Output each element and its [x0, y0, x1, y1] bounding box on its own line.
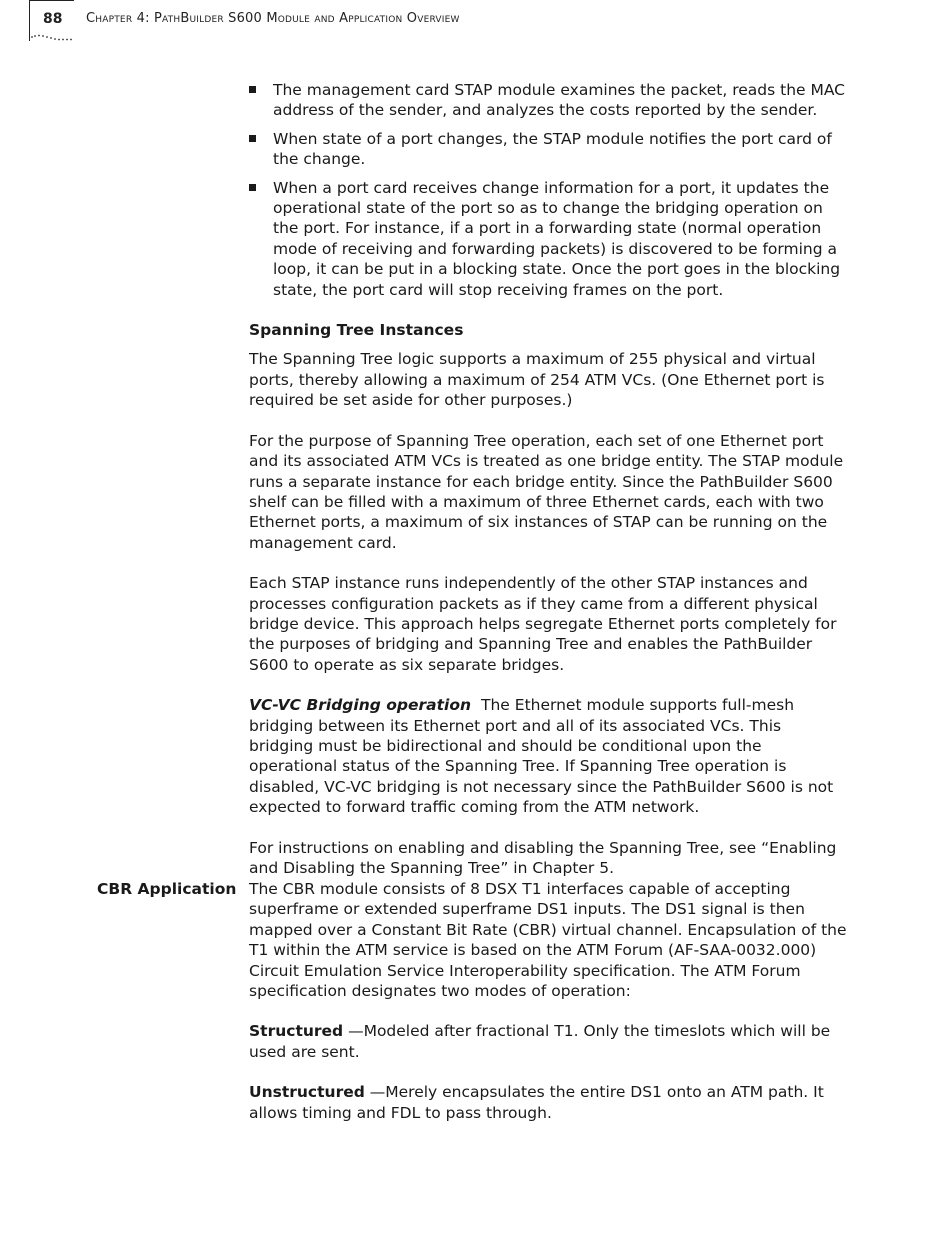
bullet-text: The management card STAP module examines the packet, reads the MAC address of the sender, and analyzes the costs reported by the sender.: [273, 81, 846, 120]
dotted-corner-decoration: [30, 34, 74, 44]
page-number: 88: [43, 11, 63, 27]
structured-term: Structured: [249, 1022, 344, 1041]
running-title: Chapter 4: PathBuilder S600 Module and Application Overview: [86, 11, 460, 26]
square-bullet-icon: [249, 86, 256, 93]
structured-text: —Modeled after fractional T1. Only the timeslots which will be used are sent.: [249, 1022, 831, 1061]
unstructured-paragraph: [249, 1082, 849, 1123]
square-bullet-icon: [249, 184, 256, 191]
bullet-list: [249, 80, 849, 300]
structured-paragraph: [249, 1021, 849, 1062]
vc-vc-paragraph: [249, 695, 849, 817]
cbr-application-heading: CBR Application: [97, 880, 237, 898]
list-item: [249, 80, 849, 121]
unstructured-text: —Merely encapsulates the entire DS1 onto an ATM path. It allows timing and FDL to pass through.: [249, 1083, 824, 1122]
paragraph: Each STAP instance runs independently of the other STAP instances and processes configuration packets as if they came from a different physical bridge device. This approach helps segregate Ethernet ports completely for the purposes of bridging and Spanning Tree and enables the PathBuilder S600 to operate as six separate bridges.: [249, 574, 837, 674]
list-item: [249, 129, 849, 170]
list-item: [249, 178, 849, 300]
page-header: [0, 0, 950, 48]
bullet-text: When a port card receives change information for a port, it updates the operational state of the port so as to change the bridging operation on the port. For instance, if a port in a forwarding state (normal operation mode of receiving and forwarding packets) is discovered to be forming a loop, it can be put in a blocking state. Once the port goes in the blocking state, the port card will stop receiving frames on the port.: [273, 178, 841, 299]
instructions-paragraph: For instructions on enabling and disabling the Spanning Tree, see “Enabling and Disabling the Spanning Tree” in Chapter 5.: [249, 838, 837, 877]
square-bullet-icon: [249, 135, 256, 142]
spanning-tree-heading: Spanning Tree Instances: [249, 321, 464, 340]
vc-vc-text: The Ethernet module supports full-mesh bridging between its Ethernet port and all of its associated VCs. This bridging must be bidirectional and should be conditional upon the operational status of the Spanning Tree. If Spanning Tree operation is disabled, VC-VC bridging is not necessary since the PathBuilder S600 is not expected to forward traffic coming from the ATM network.: [249, 696, 834, 817]
vc-vc-heading: VC-VC Bridging operation: [249, 696, 472, 715]
cbr-section: [249, 879, 849, 1143]
bullet-text: When state of a port changes, the STAP module notifies the port card of the change.: [273, 129, 832, 169]
paragraph: For the purpose of Spanning Tree operation, each set of one Ethernet port and its associated ATM VCs is treated as one bridge entity. The STAP module runs a separate instance for each bridge entity. Since the PathBuilder S600 shelf can be filled with a maximum of three Ethernet cards, each with two Ethernet ports, a maximum of six instances of STAP can be running on the management card.: [249, 431, 844, 552]
paragraph: The CBR module consists of 8 DSX T1 interfaces capable of accepting superframe or extended superframe DS1 inputs. The DS1 signal is then mapped over a Constant Bit Rate (CBR) virtual channel. Encapsulation of the T1 within the ATM service is based on the ATM Forum (AF-SAA-0032.000) Circuit Emulation Service Interoperability specification. The ATM Forum specification designates two modes of operation:: [249, 880, 847, 1001]
main-content: [249, 80, 849, 898]
unstructured-term: Unstructured: [249, 1083, 365, 1102]
paragraph: The Spanning Tree logic supports a maximum of 255 physical and virtual ports, thereby allowing a maximum of 254 ATM VCs. (One Ethernet port is required be set aside for other purposes.): [249, 350, 825, 410]
